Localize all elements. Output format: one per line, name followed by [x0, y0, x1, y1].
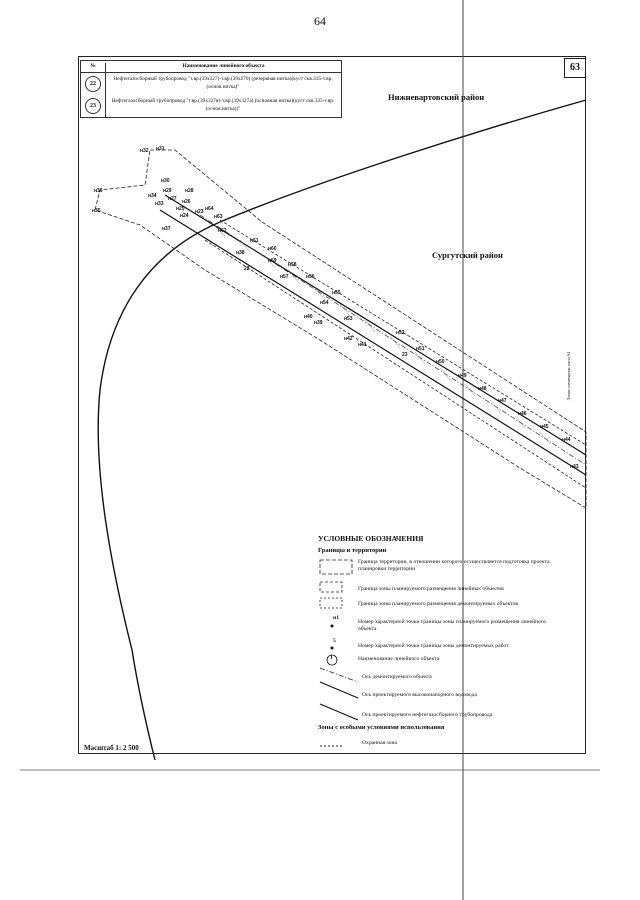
district-label-south: Сургутский район [432, 250, 503, 260]
point-label: н63 [214, 214, 223, 220]
point-label: н62 [218, 228, 227, 234]
legend-marker: 1 [330, 655, 333, 661]
point-label: н35 [92, 208, 101, 214]
table-row-name: Нефтегазосборный трубопровод "т.вр.(39х327)-т.вр.(39х270) (резервная нитка)(куст скв.335-т.вр. (основ.нитка)" [113, 76, 333, 90]
legend-subtitle: Границы и территории [318, 547, 387, 554]
point-label: н28 [185, 188, 194, 194]
protection-zone-symbol [318, 736, 348, 756]
legend-marker: 5 [333, 638, 336, 644]
legend-item: Граница зоны планируемого размещения демонтируемых объектов [358, 601, 519, 607]
point-label: н46 [518, 411, 527, 417]
zone-boundary-lower [205, 240, 586, 488]
point-label: н64 [205, 206, 214, 212]
point-label: н57 [280, 274, 289, 280]
zones-title: Зоны с особыми условиями использования [318, 724, 445, 731]
legend-item: Граница зоны планируемого размещения линейных объектов [358, 586, 504, 592]
legend-item: Номер характерной точки границы зоны демонтируемых работ [358, 643, 509, 649]
point-label: н41 [358, 342, 367, 348]
point-label: н27 [168, 196, 177, 202]
point-label: н32 [140, 148, 149, 154]
legend-item: Охранная зона [362, 740, 398, 746]
district-label-north: Нижневартовский район [388, 92, 485, 102]
legend-item: Ось демонтируемого объекта [362, 674, 432, 680]
point-label: н23 [195, 209, 204, 215]
corridor-hatching [215, 226, 550, 444]
point-label: н40 [304, 314, 313, 320]
point-label: н55 [332, 290, 341, 296]
point-label: н42 [344, 336, 353, 342]
point-label: н48 [478, 386, 487, 392]
map-scale: Масштаб 1: 2 500 [84, 744, 139, 752]
legend-item: Ось проектируемого высоконапорного водовода [362, 692, 477, 698]
point-label: н31 [156, 146, 165, 152]
table-col-name: Наименование линейного объекта [105, 63, 341, 72]
point-label: н49 [458, 373, 467, 379]
pipeline-axis-23 [160, 210, 586, 475]
sheet-join-note: Линия совмещения листа 64 [566, 352, 571, 401]
point-label: н47 [498, 398, 507, 404]
table-row-no: 22 [85, 76, 101, 92]
sheet-number: 63 [564, 58, 586, 78]
table-row-name: Нефтегазосборный трубопровод "т.вр.(39х327в)-т.вр.(39х327а) (основная нитка)(куст скв.335-т.вр. (основ.нитка))" [111, 98, 335, 112]
legend-symbols [318, 556, 370, 726]
point-label: н60 [268, 246, 277, 252]
point-label: н58 [288, 262, 297, 268]
legend-marker: н1 [333, 615, 340, 621]
table-row-no: 23 [85, 98, 101, 114]
point-label: н44 [562, 437, 571, 443]
legend-item: Наименование линейного объекта [358, 656, 440, 662]
point-label: н36 [94, 188, 103, 194]
point-label: н52 [396, 330, 405, 336]
point-labels [92, 146, 579, 470]
point-label: н25 [176, 206, 185, 212]
point-label: н54 [320, 300, 329, 306]
dismantled-axis [200, 215, 586, 465]
legend-item: Ось проектируемого нефтегазосборного трубопровода [362, 712, 493, 718]
point-label: н59 [268, 258, 277, 264]
point-label: н34 [148, 193, 157, 199]
pipe-label: 23 [402, 352, 408, 358]
point-label: н24 [180, 213, 189, 219]
point-label: н56 [306, 274, 315, 280]
point-label: н50 [436, 359, 445, 365]
point-label: н39 [314, 320, 323, 326]
point-label: н29 [163, 188, 172, 194]
point-label: н38 [236, 250, 245, 256]
legend-item: Граница территории, в отношении которого осуществляется подготовка проекта планировки территории [358, 559, 550, 572]
point-label: н30 [161, 178, 170, 184]
page-number: 64 [314, 14, 326, 28]
table-col-no: № [90, 63, 96, 69]
point-label: н37 [162, 226, 171, 232]
point-label: н61 [250, 238, 259, 244]
pipe-label: 22 [244, 266, 250, 272]
point-label: н51 [416, 346, 425, 352]
point-label: н53 [344, 316, 353, 322]
point-label: н43 [570, 464, 579, 470]
point-label: н45 [540, 424, 549, 430]
planning-zone-boundary [95, 150, 586, 508]
legend-item: Номер характерной точки границы зоны планируемого размещения линейного объекта [358, 619, 546, 632]
legend-title: УСЛОВНЫЕ ОБОЗНАЧЕНИЯ [318, 534, 424, 543]
point-label: н33 [155, 201, 164, 207]
point-label: н26 [182, 199, 191, 205]
